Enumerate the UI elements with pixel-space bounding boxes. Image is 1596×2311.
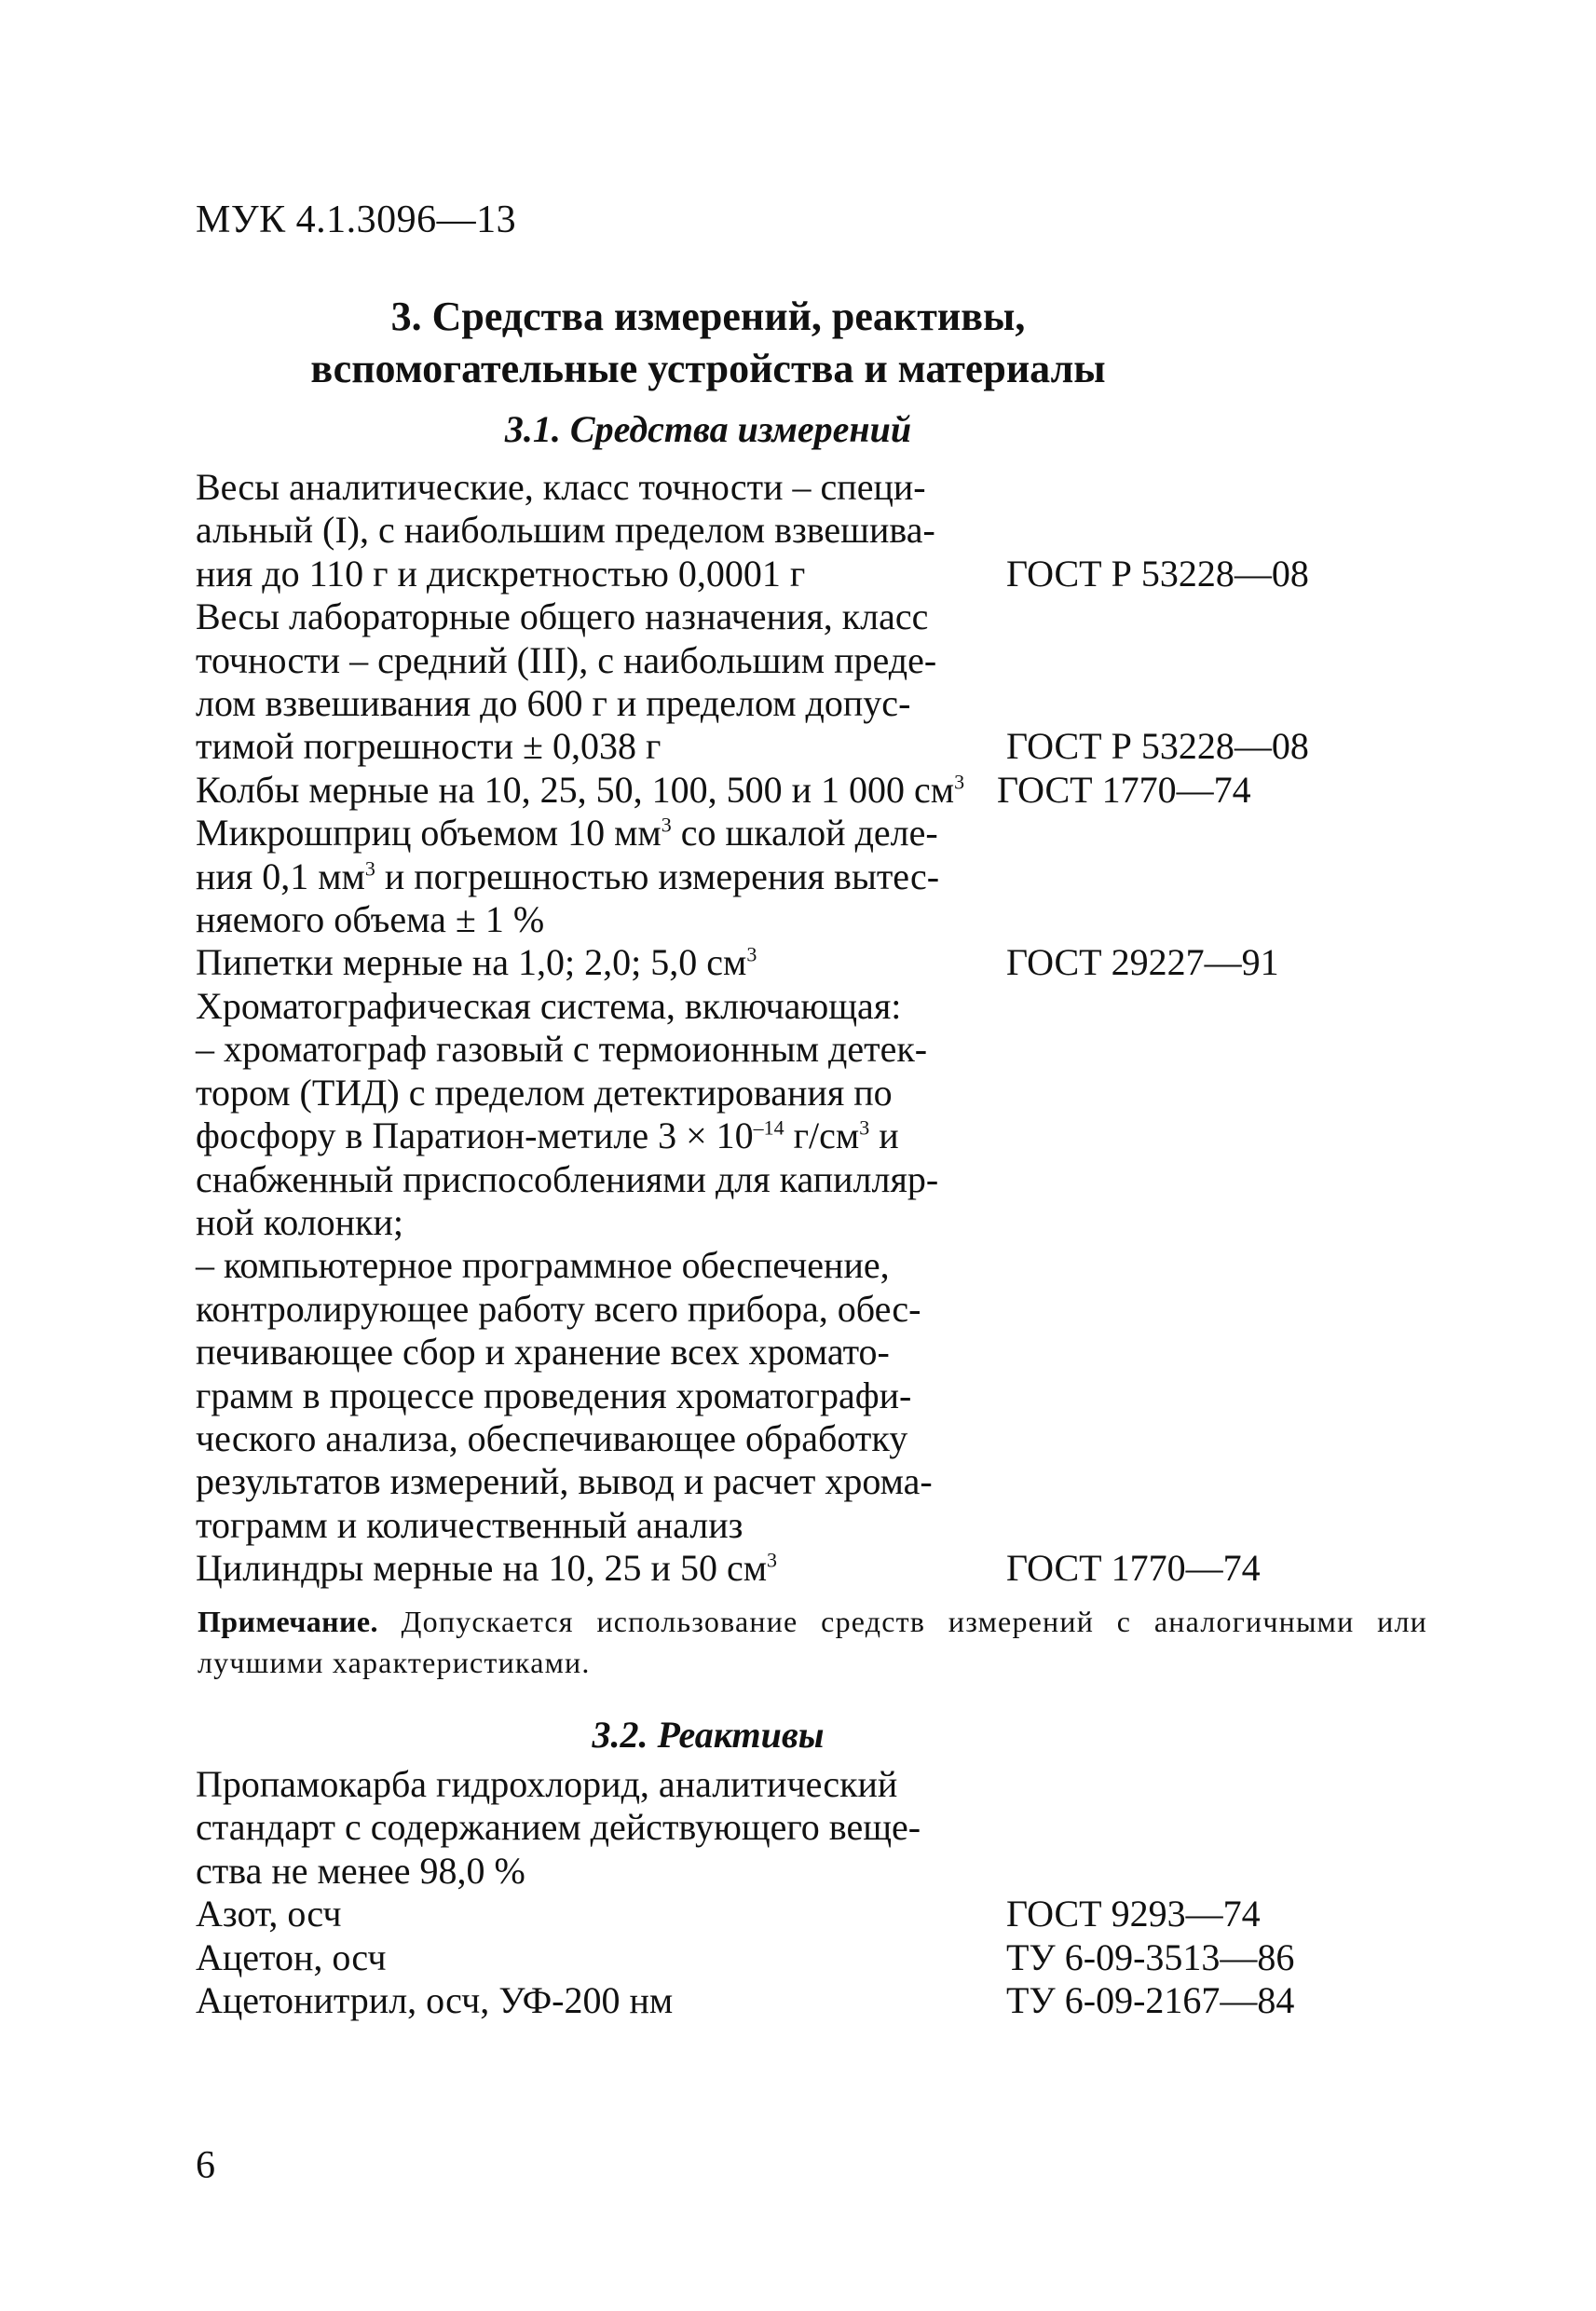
list-item (196, 941, 1342, 984)
item-text: со шкалой деле- (671, 812, 938, 855)
list-item (196, 812, 1342, 941)
item-text-line: стандарт с содержанием действующего веще- (196, 1806, 921, 1849)
item-text-line: точности – средний (III), с наибольшим преде- (196, 638, 937, 681)
item-text-line: лом взвешивания до 600 г и пределом допус- (196, 682, 911, 725)
item-text-line: тограмм и количественный анализ (196, 1503, 743, 1546)
item-text-line: Весы аналитические, класс точности – специ- (196, 466, 926, 508)
standard-reference: ГОСТ 9293—74 (1006, 1893, 1261, 1935)
item-text-line: грамм в процессе проведения хроматографи- (196, 1374, 912, 1416)
item-text-line: ния до 110 г и дискретностью 0,0001 г (196, 552, 806, 595)
item-text-line: результатов измерений, вывод и расчет хрома- (196, 1460, 933, 1503)
item-text-line: Азот, осч (196, 1893, 342, 1935)
item-text-line: Ацетонитрил, осч, УФ-200 нм (196, 1979, 674, 2022)
list-item (196, 1936, 1342, 1979)
list-item (196, 769, 1342, 812)
measuring-instruments-list (196, 466, 1342, 1591)
item-text-line: Хроматографическая система, включающая: (196, 984, 902, 1027)
superscript: 3 (746, 943, 757, 967)
item-text-line: ства не менее 98,0 % (196, 1849, 525, 1892)
list-item (196, 595, 1342, 769)
page-number: 6 (196, 2144, 215, 2187)
item-text: фосфору в Паратион-метиле 3 × 10 (196, 1114, 754, 1157)
standard-reference: ГОСТ 1770—74 (997, 768, 1251, 811)
item-text-line: Весы лабораторные общего назначения, класс (196, 595, 929, 638)
item-text-line (196, 855, 978, 898)
standard-reference: ГОСТ 1770—74 (1006, 1547, 1261, 1590)
item-text-line: ческого анализа, обеспечивающее обработку (196, 1416, 908, 1459)
superscript: 3 (364, 856, 375, 881)
item-text-line (196, 812, 978, 855)
section-title (196, 291, 1221, 395)
item-text: Колбы мерные на 10, 25, 50, 100, 500 и 1 000 см (196, 768, 955, 811)
standard-reference: ГОСТ Р 53228—08 (1006, 552, 1309, 595)
subsection-title-measuring-instruments: 3.1. Средства измерений (504, 408, 912, 450)
note-text: Допускается использование средств измерений с аналогичными или лучшими характеристиками. (198, 1605, 1427, 1679)
item-text-line: Ацетон, осч (196, 1935, 387, 1978)
item-text: и (869, 1114, 899, 1157)
item-text: Пипетки мерные на 1,0; 2,0; 5,0 см (196, 941, 747, 984)
superscript: 3 (767, 1548, 778, 1572)
item-text-line: альный (I), с наибольшим пределом взвешива- (196, 509, 935, 552)
list-item (196, 1547, 1342, 1590)
section-title-line-1: 3. Средства измерений, реактивы, (390, 294, 1026, 339)
standard-reference: ТУ 6-09-2167—84 (1006, 1979, 1295, 2022)
item-text-line (196, 1114, 978, 1157)
item-text-line: контролирующее работу всего прибора, обес- (196, 1287, 921, 1330)
list-item (196, 985, 1342, 1547)
superscript: 3 (661, 813, 672, 837)
item-text-line: – хроматограф газовый с термоионным детек- (196, 1028, 928, 1071)
item-text: и погрешностью измерения вытес- (375, 855, 940, 897)
list-item (196, 1763, 1342, 1893)
item-text-line: Пропамокарба гидрохлорид, аналитический (196, 1763, 898, 1805)
item-text-line: печивающее сбор и хранение всех хромато- (196, 1331, 890, 1374)
superscript: 3 (954, 770, 965, 794)
item-text-line (196, 769, 978, 812)
list-item (196, 466, 1342, 595)
standard-reference: ГОСТ 29227—91 (1006, 941, 1279, 984)
item-text: Микрошприц объемом 10 мм (196, 812, 662, 855)
superscript: 3 (859, 1115, 870, 1140)
superscript: –14 (753, 1115, 784, 1140)
list-item (196, 1979, 1342, 2022)
item-text: ния 0,1 мм (196, 855, 365, 897)
item-text-line (196, 1547, 978, 1590)
item-text-line: снабженный приспособлениями для капилляр- (196, 1157, 939, 1200)
item-text-line: – компьютерное программное обеспечение, (196, 1244, 890, 1287)
item-text: г/см (784, 1114, 860, 1157)
subsection-title-reagents: 3.2. Реактивы (592, 1714, 825, 1756)
item-text-line: няемого объема ± 1 % (196, 898, 545, 941)
list-item (196, 1893, 1342, 1935)
section-title-line-2: вспомогательные устройства и материалы (310, 346, 1106, 391)
item-text-line (196, 941, 978, 984)
item-text-line: тимой погрешности ± 0,038 г (196, 725, 662, 768)
item-text: Цилиндры мерные на 10, 25 и 50 см (196, 1547, 768, 1590)
standard-reference: ТУ 6-09-3513—86 (1006, 1935, 1295, 1978)
reagents-list (196, 1763, 1342, 2022)
item-text-line: ной колонки; (196, 1200, 404, 1243)
standard-reference: ГОСТ Р 53228—08 (1006, 725, 1309, 768)
item-text-line: тором (ТИД) с пределом детектирования по (196, 1071, 893, 1114)
document-code: МУК 4.1.3096—13 (196, 198, 517, 241)
note-label: Примечание. (198, 1605, 378, 1638)
note-paragraph (198, 1601, 1427, 1683)
